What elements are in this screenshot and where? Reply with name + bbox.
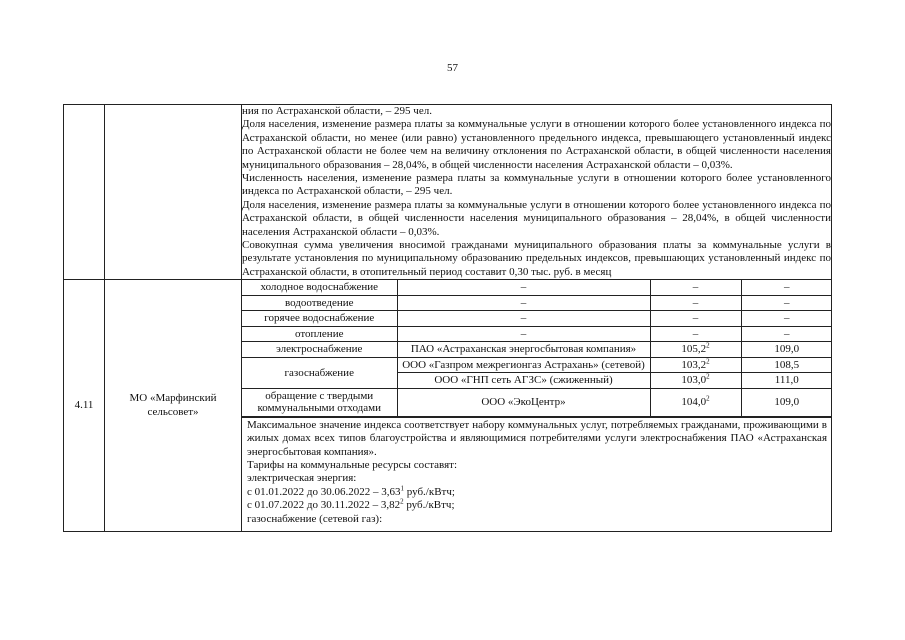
service-name: горячее водоснабжение (242, 311, 397, 327)
note-paragraph: Доля населения, изменение размера платы за коммунальные услуги в отношении которого более установленного индекса по Астраханской области, но менее (или равно) установленного предельного индекса, превышающего установленный индекс по Астраханской области не более чем на величину отклонения по Астраханской области, в общей численности населения муниципального образования – 28,04%, в общей численности населения Астраханской области – 0,03%. (242, 118, 831, 171)
service-limit: 108,5 (741, 357, 832, 373)
index-explanation: Максимальное значение индекса соответствует набору коммунальных услуг, потребляемых гражданами, проживающими в жилых домах всех типов благоустройства и являющимися потребителями услуги электроснабжения ПАО «Астраханская энергосбытовая компания». (247, 418, 827, 458)
electricity-tariff-2 (247, 499, 827, 512)
footnote-mark: 2 (706, 394, 710, 403)
service-limit: – (741, 280, 832, 295)
footnote-mark: 2 (706, 341, 710, 350)
service-provider: ПАО «Астраханская энергосбытовая компания» (397, 342, 650, 358)
tariff-text: с 01.07.2022 до 30.11.2022 – 3,82 (247, 499, 401, 512)
tariff-unit: руб./кВтч; (403, 485, 455, 498)
service-index (650, 373, 741, 389)
service-row (242, 311, 832, 327)
service-provider: – (397, 295, 650, 311)
number-cell-empty (64, 105, 105, 280)
service-index: – (650, 295, 741, 311)
electricity-tariff-1 (247, 486, 827, 499)
tariff-text: с 01.01.2022 до 30.06.2022 – 3,63 (247, 485, 401, 498)
services-cell (242, 280, 832, 532)
service-limit: – (741, 326, 832, 342)
previous-row-notes (242, 105, 832, 280)
service-limit: 111,0 (741, 373, 832, 389)
service-provider: ООО «Газпром межрегионгаз Астрахань» (сетевой) (397, 357, 650, 373)
footnote-mark: 1 (400, 484, 404, 493)
footnote-mark: 2 (706, 357, 710, 366)
footnote-mark: 2 (706, 372, 710, 381)
service-index (650, 388, 741, 416)
service-provider: – (397, 326, 650, 342)
municipality-name: МО «Марфинский сельсовет» (105, 280, 242, 532)
service-provider: – (397, 280, 650, 295)
note-paragraph: ния по Астраханской области, – 295 чел. (242, 105, 432, 117)
service-row (242, 326, 832, 342)
service-row-electricity (242, 342, 832, 358)
service-provider: ООО «ГНП сеть АГЗС» (сжиженный) (397, 373, 650, 389)
service-index: – (650, 280, 741, 295)
table-row-4-11 (64, 280, 832, 532)
service-limit: – (741, 311, 832, 327)
service-name: электроснабжение (242, 342, 397, 358)
row-notes (242, 417, 831, 531)
service-name: водоотведение (242, 295, 397, 311)
service-row (242, 280, 832, 295)
service-index: – (650, 311, 741, 327)
page-number: 57 (447, 62, 458, 74)
index-value: 105,2 (681, 343, 707, 356)
service-name: отопление (242, 326, 397, 342)
index-value: 103,2 (681, 358, 707, 371)
note-paragraph: Доля населения, изменение размера платы за коммунальные услуги в отношении которого более установленного индекса по Астраханской области, в общей численности населения муниципального образования – 28,04%, в общей численности населения Астраханской области – 0,03%. (242, 198, 831, 238)
service-provider: – (397, 311, 650, 327)
service-name: холодное водоснабжение (242, 280, 397, 295)
service-limit: – (741, 295, 832, 311)
gas-label: газоснабжение (сетевой газ): (247, 512, 383, 525)
municipality-cell-empty (105, 105, 242, 280)
service-index (650, 357, 741, 373)
municipal-index-table (63, 104, 832, 532)
service-limit: 109,0 (741, 388, 832, 416)
service-limit: 109,0 (741, 342, 832, 358)
services-table (242, 280, 832, 417)
index-value: 103,0 (681, 374, 707, 387)
footnote-mark: 2 (400, 497, 404, 506)
service-row (242, 295, 832, 311)
service-name: газоснабжение (242, 357, 397, 388)
service-row-gas-network (242, 357, 832, 373)
index-value: 104,0 (681, 396, 707, 409)
tariff-unit: руб./кВтч; (403, 499, 455, 512)
note-paragraph: Совокупная сумма увеличения вносимой гражданами муниципального образования платы за коммунальные услуги в результате установления по муниципальному образованию предельных индексов, превышающих установленный индекс по Астраханской области, в отопительный период составит 0,30 тыс. руб. в месяц (242, 239, 831, 278)
note-paragraph: Численность населения, изменение размера платы за коммунальные услуги в отношении которого более установленного индекса по Астраханской области, – 295 чел. (242, 172, 831, 198)
tariffs-title: Тарифы на коммунальные ресурсы составят: (247, 459, 458, 471)
row-number: 4.11 (64, 280, 105, 532)
service-index: – (650, 326, 741, 342)
electricity-label: электрическая энергия: (247, 472, 357, 485)
service-provider: ООО «ЭкоЦентр» (397, 388, 650, 416)
table-row-previous-continuation (64, 105, 832, 280)
service-index (650, 342, 741, 358)
service-name: обращение с твердыми коммунальными отходами (242, 388, 397, 416)
service-row-waste (242, 388, 832, 416)
